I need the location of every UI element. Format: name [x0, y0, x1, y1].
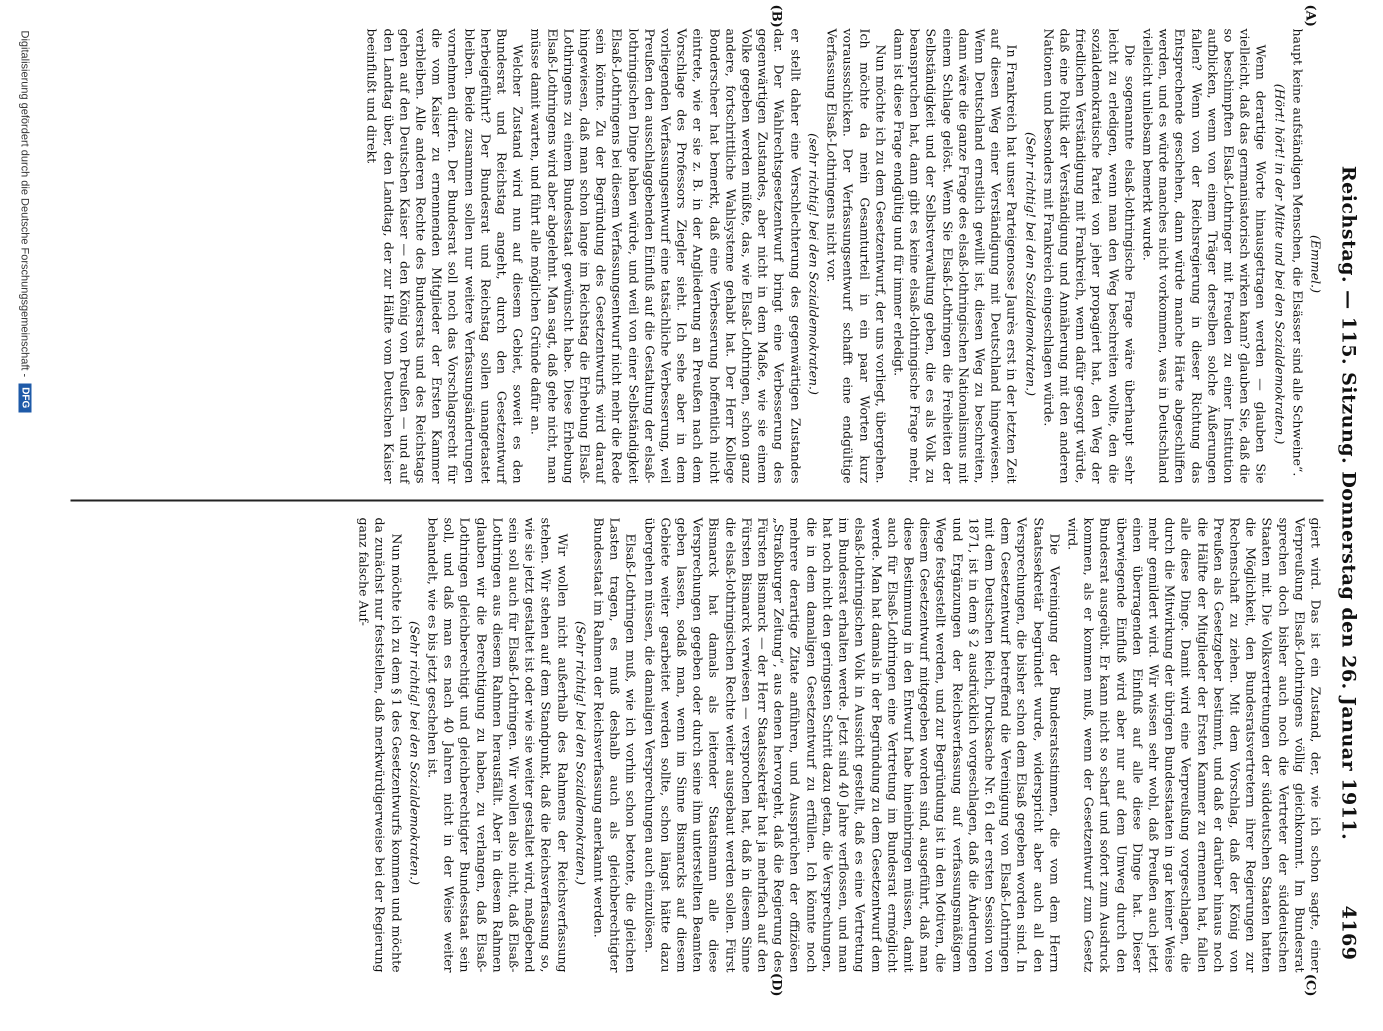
paragraph: Wir wollen nicht außerhalb des Rahmens der Reichsverfassung stehen. Wir stehen auf dem Standpunkt, daß die Reichsverfassung so, wie sie jetzt gestaltet ist oder wie sie weiter gestaltet wird, maßgebend sein soll auch für Elsaß-Lothringen. Wir wollen also nicht, daß Elsaß-Lothringen aus diesem Rahmen herausfällt. Aber in diesem Rahmen glauben wir die Berechtigung zu haben, zu verlangen, daß Elsaß-Lothringen gleichberechtigt und gleichberechtigter Bundesstaat sein soll, und daß man es nach 40 Jahren nicht in der Weise weiter behandelt, wie es bis jetzt geschehen ist.	[425, 517, 570, 973]
right-column	[70, 517, 1323, 997]
speaker-name: (Emmel.)	[1308, 235, 1323, 293]
paragraph: Wenn derartige Worte hinausgetragen werden — glauben Sie vielleicht, daß das germanisatorisch wirken kann? glauben Sie, daß die so beschimpften Elsaß-Lothringer mit Freuden zu einer Institution aufblicken, wenn von einem Träger derselben solche Äußerungen fallen? Wenn von der Reichsregierung in dieser Richtung das Entsprechende geschehen, dann würde manche Härte abgeschliffen werden, und es würde manches nicht vorkommen, was in Deutschland vielleicht unliebsam bemerkt wurde.	[1139, 28, 1269, 484]
paragraph: Die sogenannte elsaß-lothringische Frage wäre überhaupt sehr leicht zu erledigen, wenn man den Weg beschreiten wollte, den die sozialdemokratische Partei von jeher propagiert hat, den Weg der friedlichen Verständigung mit Frankreich, wenn dafür gesorgt würde, daß eine Politik der Verständigung und Annäherung mit den anderen Nationen und besonders mit Frankreich eingeschlagen würde.	[1040, 28, 1137, 484]
paragraph: Welcher Zustand wird nun auf diesem Gebiet, soweit es den Bundesrat und Reichstag angeht, durch den Gesetzentwurf herbeigeführt? Der Bundesrat und Reichstag sollen unangetastet bleiben. Beide zusammen sollen nur weitere Verfassungsänderungen vornehmen dürfen. Der Bundesrat soll noch das Vorschlagsrecht für die vom Kaiser zu ernennenden Mitglieder der Ersten Kammer verbleiben. Alle anderen Rechte des Bundesrats und des Reichstags gehen auf den Deutschen Kaiser — den König von Preußen — und auf den Landtag über, den Landtag, der zur Hälfte vom Deutschen Kaiser beeinflußt und direkt	[364, 28, 526, 484]
page-title: Reichstag. — 115. Sitzung. Donnerstag den 26. Januar 1911.	[1337, 165, 1359, 841]
margin-marker-a: (A)	[1302, 4, 1317, 27]
dfg-logo: DFG	[18, 383, 31, 412]
scanned-page	[0, 1, 1383, 1001]
paragraph: giert wird. Das ist ein Zustand, der, wie ich schon sagte, einer Verpreußung Elsaß-Lothringens völlig gleichkommt. Im Bundesrat sprechen doch bisher auch noch die Vertreter der süddeutschen Staaten mit. Die Volksvertretungen der süddeutschen Staaten hatten die Möglichkeit, den Bundesratsvertretern ihrer Regierungen zur Rechenschaft zu ziehen. Mit dem Vorschlag, daß der König von Preußen als Gesetzgeber bestimmt, und daß er darüber hinaus noch die Hälfte der Mitglieder der Ersten Kammer zu ernennen hat, fallen alle diese Dinge. Damit wird eine Verpreußung vorgeschlagen, die durch die Mitwirkung der übrigen Bundesstaaten in gar keiner Weise mehr gemildert wird. Wir wissen sehr wohl, daß Preußen auch jetzt einen überragenden Einfluß auf alle diese Dinge hat. Dieser überwiegende Einfluß wird aber nur auf dem Umweg durch den Bundesrat ausgeübt. Er kann nicht so scharf und sofort zum Ausdruck kommen, als er kommen muß, wenn der Gesetzentwurf zum Gesetz wird.	[1064, 517, 1323, 973]
page-number: 4169	[1337, 905, 1359, 961]
stage-direction: (Hört! hört! in der Mitte und bei den Sozialdemokraten.)	[1271, 83, 1287, 445]
margin-marker-d: (D)	[768, 972, 783, 997]
stage-direction: (Sehr richtig! bei den Sozialdemokraten.)	[572, 621, 588, 885]
paragraph: haupt keine aufständigen Menschen, die Elsässer sind alle Schweine“.	[1289, 28, 1305, 477]
paragraph: er stellt daher eine Verschlechterung des gegenwärtigen Zustandes dar. Der Wahlrechtsgesetzentwurf bringt eine Verbesserung des gegenwärtigen Zustandes, aber nicht in dem Maße, wie sie einem Volke gegeben werden müßte, das, wie Elsaß-Lothringen, schon ganz andere, fortschrittliche Wahlsysteme gehabt hat. Der Herr Kollege Bonderscheer hat bemerkt, daß eine Verbesserung hoffentlich nicht eintrete, wie er sie z. B. in der Angliederung an Preußen nach dem Vorschlage des Professors Ziegler sieht. Ich sehe aber in dem vorliegenden Verfassungsentwurf eine tatsächliche Verbesserung, weil Preußen den ausschlaggebenden Einfluß auf die Gestaltung der elsaß-lothringischen Dinge haben würde, und weil von einer Selbständigkeit Elsaß-Lothringens bei diesem Verfassungsentwurf nicht mehr die Rede sein könnte. Zu der Begründung des Gesetzentwurfs wird darauf hingewiesen, daß man schon lange im Reichstag die Erhebung Elsaß-Lothringens zu einem Bundesstaat gewünscht habe. Diese Erhebung Elsaß-Lothringens wird aber abgelehnt. Man sagt, daß gehe nicht, man müsse damit warten, und führt alle möglichen Gründe dafür an.	[528, 28, 803, 484]
column-divider	[70, 500, 1323, 502]
digitization-footer	[18, 1, 31, 1031]
stage-direction: (Sehr richtig! bei den Sozialdemokraten.)	[406, 621, 422, 885]
paragraph: Elsaß-Lothringen muß, wie ich vorhin schon betonte, die gleichen Lasten tragen, es muß deshalb auch als gleichberechtigter Bundesstaat im Rahmen der Reichsverfassung anerkannt werden.	[591, 517, 639, 973]
left-column	[70, 4, 1323, 484]
page-header	[1335, 41, 1361, 961]
paragraph: Nun möchte ich zu dem Gesetzentwurf, der uns vorliegt, übergehen. Ich möchte da mein Gesamturteil in ein paar Worten kurz voraussschicken. Der Verfassungsentwurf schafft eine endgültige Verfassung Elsaß-Lothringens nicht vor.	[824, 28, 888, 484]
paragraph: Nun möchte ich zu dem § 1 des Gesetzentwurfs kommen und möchte da zunächst nur feststellen, daß merkwürdigerweise bei der Regierung ganz falsche Auf-	[356, 517, 404, 973]
footer-text: Digitalisierung gefördert durch die Deutsche Forschungsgemeinschaft -	[18, 30, 31, 378]
stage-direction: (sehr richtig! bei den Sozialdemokraten.)	[805, 133, 821, 395]
paragraph: In Frankreich hat unser Parteigenosse Jaurès erst in der letzten Zeit auf diesen Weg einer Verständigung mit Deutschland hingewiesen. Wenn Deutschland ernstlich gewillt ist, diesen Weg zu beschreiten, dann wäre die ganze Frage des elsaß-lothringischen Nationalismus mit einem Schlage gelöst. Wenn Sie Elsaß-Lothringen die Freiheiten der Selbständigkeit und der Selbstverwaltung geben, die es als Volk zu beanspruchen hat, dann gibt es keine elsaß-lothringische Frage mehr, dann ist diese Frage endgültig und für immer erledigt.	[890, 28, 1020, 484]
text-columns	[70, 4, 1323, 997]
paragraph: Die Vereinigung der Bundesratsstimmen, die vom dem Herrn Staatssekretär begründet wurde, widerspricht aber auch all den Versprechungen, die bisher schon dem Elsaß gegeben worden sind. In dem Gesetzentwurf betreffend die Vereinigung von Elsaß-Lothringen mit dem Deutschen Reich, Drucksache Nr. 61 der ersten Session von 1871, ist in dem § 2 ausdrücklich vorgeschlagen, daß die Änderungen und Ergänzungen der Reichsverfassung auf verfassungsmäßigem Wege festgestellt werden, und zur Begründung ist in den Motiven, die diesem Gesetzentwurf mitgegeben worden sind, ausgeführt, daß man diese Bestimmung in den Entwurf habe hineinbringen müssen, damit auch für Elsaß-Lothringen eine Vertretung im Bundesrat ermöglicht werde. Man hat damals in der Begründung zu dem Gesetzentwurf dem elsaß-lothringischen Volk in Aussicht gestellt, daß es eine Vertretung im Bundesrat erhalten werde. Jetzt sind 40 Jahre verflossen, und man hat noch nicht den geringsten Schritt dazu getan, die Versprechungen, die in dem damaligen Gesetzentwurf zu erfüllen. Ich könnte noch mehrere derartige Zitate anführen, und Aussprüchen der offiziösen „Straßburger Zeitung“, aus denen hervorgeht, daß die Regierung des Fürsten Bismarck — der Herr Staatssekretär hat ja mehrfach auf den Fürsten Bismarck verwiesen — versprochen hat, daß in diesem Sinne die elsaß-lothringischen Rechte weiter ausgebaut werden sollen. Fürst Bismarck hat damals als leitender Staatsmann alle diese Versprechungen gegeben oder durch seine ihm unterstellten Beamten geben lassen, sodaß man, wenn im Sinne Bismarcks auf diesem Gebiete weiter gearbeitet werden sollte, schon längst hätte dazu übergehen müssen, die damaligen Versprechungen auch einzulösen.	[641, 517, 1062, 973]
stage-direction: (Sehr richtig! bei den Sozialdemokraten.)	[1022, 132, 1038, 396]
margin-marker-c: (C)	[1302, 973, 1317, 997]
margin-marker-b: (B)	[768, 4, 783, 28]
